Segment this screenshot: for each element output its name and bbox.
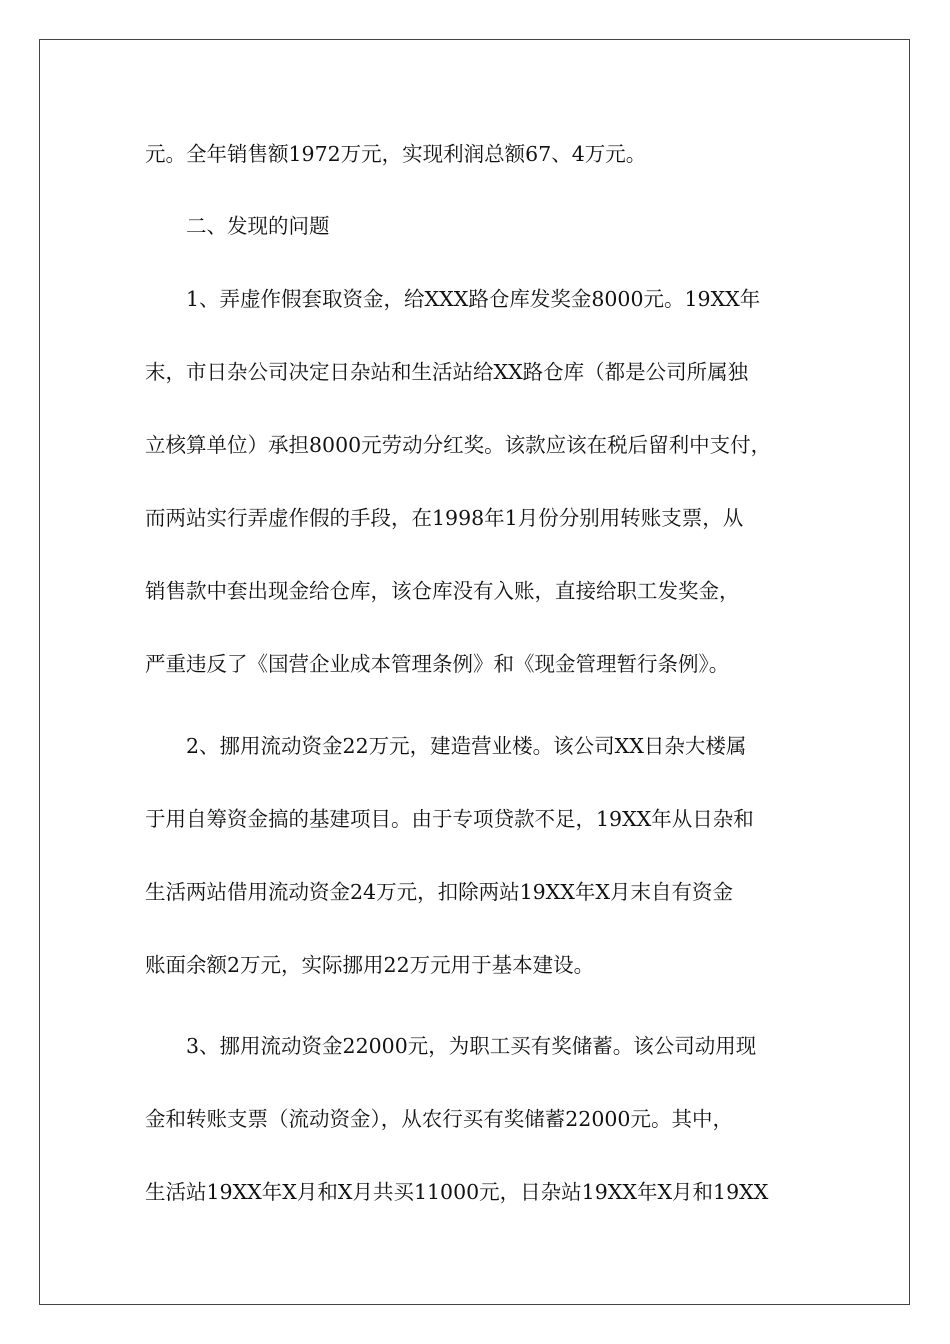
text-line: 而两站实行弄虚作假的手段，在1998年1月份分别用转账支票，从: [145, 506, 744, 530]
text-line: 生活站19XX年X月和X月共买11000元，日杂站19XX年X月和19XX: [145, 1180, 769, 1204]
text-line: 生活两站借用流动资金24万元，扣除两站19XX年X月末自有资金: [145, 880, 733, 904]
text-line: 1、弄虚作假套取资金，给XXX路仓库发奖金8000元。19XX年: [145, 287, 761, 311]
text-line: 末，市日杂公司决定日杂站和生活站给XX路仓库（都是公司所属独: [145, 360, 749, 384]
text-line: 于用自筹资金搞的基建项目。由于专项贷款不足，19XX年从日杂和: [145, 807, 754, 831]
text-line: 元。全年销售额1972万元，实现利润总额67、4万元。: [145, 142, 647, 166]
text-line: 严重违反了《国营企业成本管理条例》和《现金管理暂行条例》。: [145, 652, 730, 676]
text-line: 账面余额2万元，实际挪用22万元用于基本建设。: [145, 953, 595, 977]
text-line: 立核算单位）承担8000元劳动分红奖。该款应该在税后留利中支付，: [145, 433, 772, 457]
text-line: 金和转账支票（流动资金），从农行买有奖储蓄22000元。其中，: [145, 1107, 733, 1131]
text-line: 销售款中套出现金给仓库，该仓库没有入账，直接给职工发奖金，: [145, 579, 740, 603]
text-line: 3、挪用流动资金22000元，为职工买有奖储蓄。该公司动用现: [145, 1034, 757, 1058]
text-line: 2、挪用流动资金22万元，建造营业楼。该公司XX日杂大楼属: [145, 734, 747, 758]
section-heading: 二、发现的问题: [145, 214, 330, 238]
